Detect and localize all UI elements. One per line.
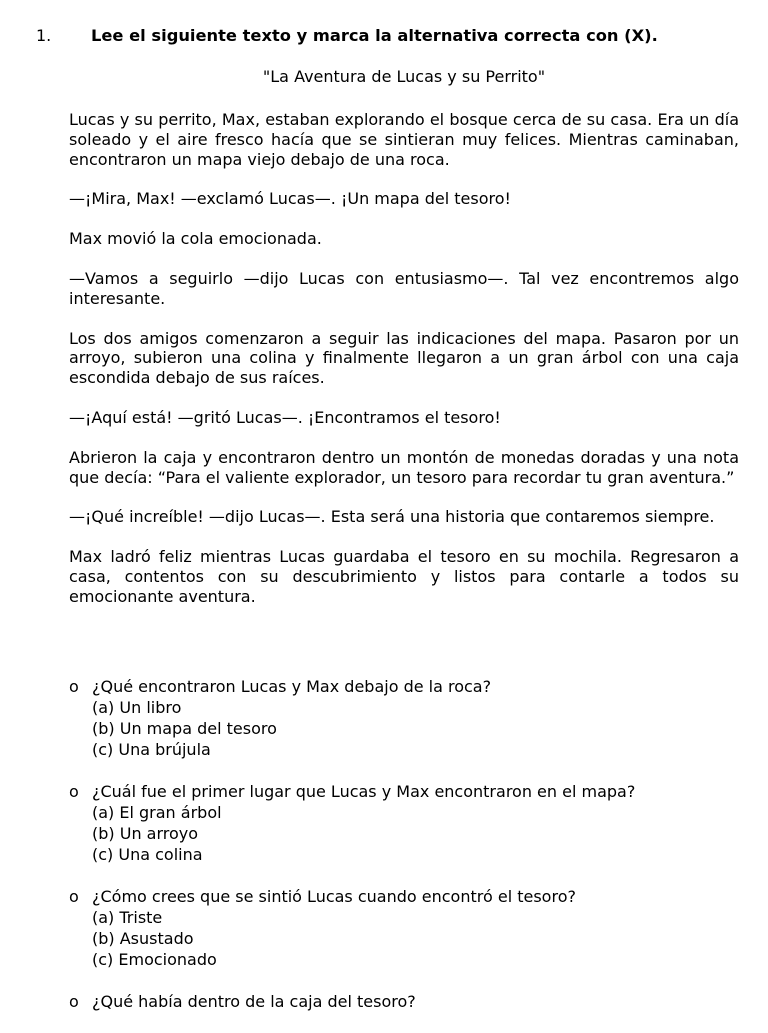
option-list — [92, 697, 759, 760]
option-list — [92, 802, 759, 865]
exercise-number: 1. — [36, 26, 52, 45]
answer-option[interactable]: (b) Un arroyo — [92, 824, 199, 843]
answer-option[interactable]: (c) Emocionado — [92, 950, 217, 969]
answer-option[interactable]: (a) Triste — [92, 908, 163, 927]
story-title: "La Aventura de Lucas y su Perrito" — [262, 67, 546, 86]
story-paragraph: Los dos amigos comenzaron a seguir las indicaciones del mapa. Pasaron por un arroyo, subieron una colina y finalmente llegaron a un gran árbol con una caja escondida debajo de sus raíces. — [69, 328, 739, 388]
bullet-icon: o — [69, 782, 79, 801]
answer-option[interactable]: (a) El gran árbol — [92, 803, 222, 822]
question-text: ¿Qué encontraron Lucas y Max debajo de la roca? — [92, 677, 492, 696]
answer-option[interactable]: (b) Asustado — [92, 929, 194, 948]
exercise-instruction: Lee el siguiente texto y marca la alternativa correcta con (X). — [91, 26, 658, 45]
question-list — [69, 676, 759, 1033]
question-text: ¿Cuál fue el primer lugar que Lucas y Max encontraron en el mapa? — [92, 782, 636, 801]
option-list — [92, 907, 759, 970]
story-paragraph: —¡Mira, Max! —exclamó Lucas—. ¡Un mapa del tesoro! — [69, 189, 511, 209]
answer-option[interactable]: (b) Un mapa del tesoro — [92, 719, 277, 738]
bullet-icon: o — [69, 887, 79, 906]
story-paragraph: Lucas y su perrito, Max, estaban explorando el bosque cerca de su casa. Era un día soleado y el aire fresco hacía que se sintieran muy felices. Mientras caminaban, encontraron un mapa viejo debajo de una roca. — [69, 110, 739, 169]
question-text: ¿Cómo crees que se sintió Lucas cuando encontró el tesoro? — [92, 887, 576, 906]
story-paragraph: —¡Qué increíble! —dijo Lucas—. Esta será una historia que contaremos siempre. — [69, 507, 715, 527]
story-paragraph: Abrieron la caja y encontraron dentro un montón de monedas doradas y una nota que decía: “Para el valiente explorador, un tesoro para recordar tu gran aventura.” — [69, 447, 739, 487]
exercise-heading — [36, 25, 738, 47]
answer-option[interactable]: (a) Un libro — [92, 698, 182, 717]
bullet-icon: o — [69, 677, 79, 696]
story-paragraph: Max movió la cola emocionada. — [69, 229, 322, 249]
bullet-icon: o — [69, 992, 79, 1011]
answer-option[interactable]: (c) Una colina — [92, 845, 203, 864]
question-item — [69, 991, 759, 1012]
answer-option[interactable]: (c) Una brújula — [92, 740, 211, 759]
question-text: ¿Qué había dentro de la caja del tesoro? — [92, 992, 416, 1011]
question-item — [69, 676, 759, 760]
question-item — [69, 781, 759, 865]
story-paragraph: Max ladró feliz mientras Lucas guardaba el tesoro en su mochila. Regresaron a casa, contentos con su descubrimiento y listos para contarle a todos su emocionante aventura. — [69, 547, 739, 606]
story-paragraph: —Vamos a seguirlo —dijo Lucas con entusiasmo—. Tal vez encontremos algo interesante. — [69, 268, 739, 308]
question-item — [69, 886, 759, 970]
story-paragraph: —¡Aquí está! —gritó Lucas—. ¡Encontramos el tesoro! — [69, 407, 501, 427]
story-body — [69, 110, 739, 627]
